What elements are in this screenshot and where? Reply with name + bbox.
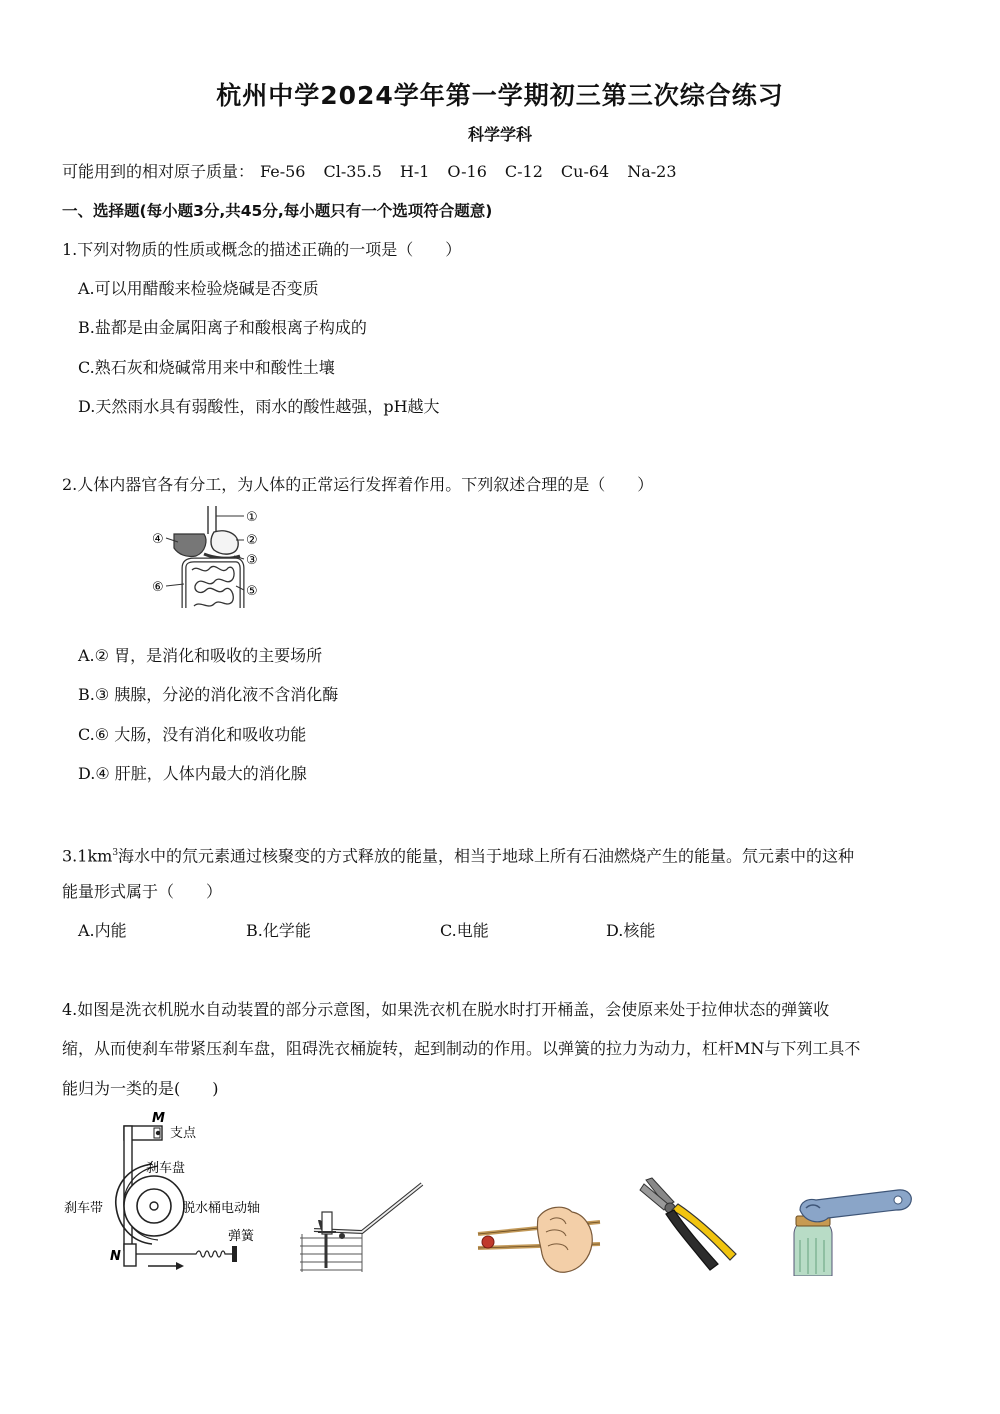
label-spring: 弹簧 — [228, 1229, 255, 1244]
q3-stem-rest: 海水中的氘元素通过核聚变的方式释放的能量，相当于地球上所有石油燃烧产生的能量。氘元素中的这种 — [118, 846, 855, 866]
q2-option-d: D.④ 肝脏，人体内最大的消化腺 — [78, 764, 307, 783]
q3-stem-line2: 能量形式属于（ ） — [62, 882, 223, 901]
q3-stem-prefix: 3.1km — [62, 846, 113, 866]
label-brake-band: 刹车带 — [64, 1201, 104, 1216]
atomic-mass-line — [62, 161, 695, 183]
q1-option-c: C.熟石灰和烧碱常用来中和酸性土壤 — [78, 358, 335, 377]
bottle-opener-tool-figure — [786, 1188, 916, 1276]
figure-label: ② — [246, 533, 258, 548]
atomic-mass-item: Cu-64 — [560, 162, 610, 181]
q4-stem-line2: 缩，从而使刹车带紧压刹车盘，阻碍洗衣桶旋转，起到制动的作用。以弹簧的拉力为动力，杠杆MN与下列工具不 — [62, 1039, 861, 1058]
q2-option-a: A.② 胃，是消化和吸收的主要场所 — [78, 646, 323, 665]
q1-option-b: B.盐都是由金属阳离子和酸根离子构成的 — [78, 318, 367, 337]
chopsticks-tool-figure — [476, 1200, 604, 1276]
label-n: N — [110, 1249, 121, 1264]
section-heading: 一、选择题(每小题3分,共45分,每小题只有一个选项符合题意) — [62, 202, 493, 220]
q3-option-a: A.内能 — [78, 921, 127, 940]
figure-label: ① — [246, 510, 258, 525]
label-fulcrum: 支点 — [170, 1126, 197, 1141]
page-title: 杭州中学2024学年第一学期初三第三次综合练习 — [216, 81, 784, 110]
label-brake-disc: 刹车盘 — [146, 1161, 186, 1176]
q1-stem: 1.下列对物质的性质或概念的描述正确的一项是（ ） — [62, 240, 462, 259]
q2-stem: 2.人体内器官各有分工，为人体的正常运行发挥着作用。下列叙述合理的是（ ） — [62, 475, 654, 494]
atomic-mass-item: Fe-56 — [260, 162, 306, 181]
atomic-mass-item: H-1 — [399, 162, 430, 181]
q3-option-b: B.化学能 — [246, 921, 311, 940]
digestive-system-figure — [148, 504, 278, 622]
subject-title: 科学学科 — [467, 125, 532, 144]
q3-stem-sup: 3 — [112, 848, 119, 858]
q4-stem-line1: 4.如图是洗衣机脱水自动装置的部分示意图，如果洗衣机在脱水时打开桶盖，会使原来处于拉伸状态的弹簧收 — [62, 1000, 830, 1019]
q3-option-d: D.核能 — [606, 921, 656, 940]
atomic-mass-label: 可能用到的相对原子质量： — [62, 162, 255, 181]
q1-option-a: A.可以用醋酸来检验烧碱是否变质 — [78, 279, 319, 298]
crowbar-tool-figure — [296, 1172, 436, 1276]
washing-machine-lever-figure — [60, 1106, 280, 1276]
q3-option-c: C.电能 — [440, 921, 489, 940]
figure-label: ③ — [246, 553, 258, 568]
figure-label: ④ — [152, 532, 164, 547]
figure-label: ⑥ — [152, 580, 164, 595]
atomic-mass-item: O-16 — [447, 162, 487, 181]
atomic-mass-item: Na-23 — [627, 162, 677, 181]
pliers-tool-figure — [638, 1176, 742, 1276]
atomic-mass-item: Cl-35.5 — [323, 162, 382, 181]
q4-stem-line3: 能归为一类的是( ) — [62, 1079, 219, 1098]
atomic-mass-item: C-12 — [504, 162, 543, 181]
label-m: M — [152, 1111, 165, 1126]
q1-option-d: D.天然雨水具有弱酸性，雨水的酸性越强，pH越大 — [78, 397, 440, 416]
q3-options — [78, 920, 778, 942]
figure-label: ⑤ — [246, 584, 258, 599]
q2-option-b: B.③ 胰腺，分泌的消化液不含消化酶 — [78, 685, 339, 704]
q3-stem-line1 — [62, 842, 854, 867]
q2-option-c: C.⑥ 大肠，没有消化和吸收功能 — [78, 725, 307, 744]
label-motor-shaft: 脱水桶电动轴 — [182, 1201, 261, 1216]
